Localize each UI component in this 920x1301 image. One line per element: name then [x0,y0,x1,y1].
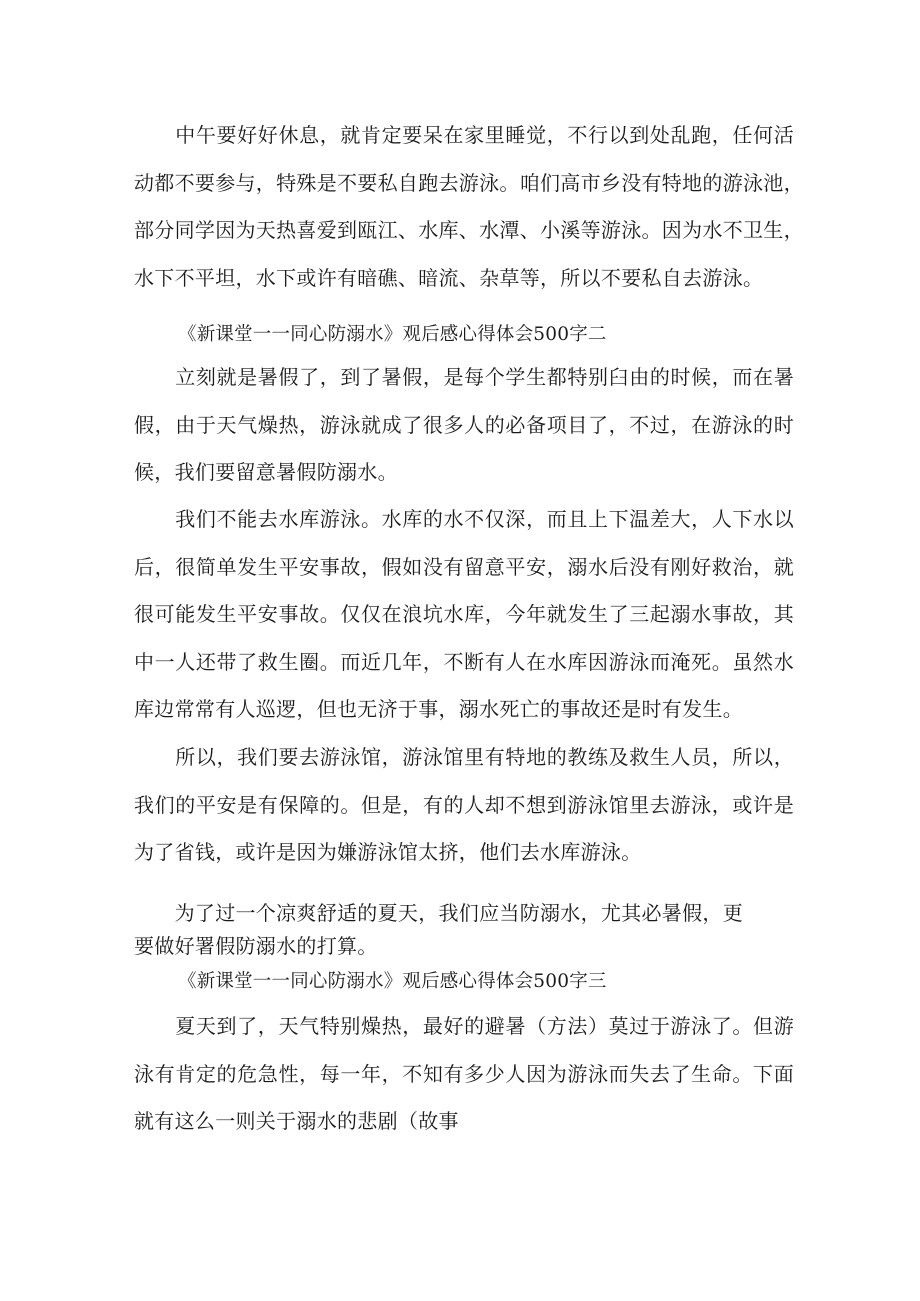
paragraph-line: 候，我们要留意暑假防溺水。 [134,460,398,484]
paragraph-line: 夏天到了，天气特别燥热，最好的避暑（方法）莫过于游泳了。但游 [134,1014,794,1038]
paragraph-line: 很可能发生平安事故。仅仅在浪坑水库，今年就发生了三起溺水事故，其 [134,602,794,626]
paragraph-line: 部分同学因为天热喜爱到瓯江、水库、水潭、小溪等游泳。因为水不卫生， [134,218,804,242]
paragraph-line: 为了过一个凉爽舒适的夏天，我们应当防溺水，尤其必暑假，更 [134,901,743,925]
paragraph-4 [134,734,794,877]
section-heading-2: 《新课堂一一同心防溺水》观后感心得体会500字二 [178,324,607,345]
paragraph-line: 动都不要参与，特殊是不要私自跑去游泳。咱们高市乡没有特地的游泳池， [134,170,804,195]
paragraph-line: 立刻就是暑假了，到了暑假，是每个学生都特别臼由的时候，而在暑 [134,365,794,389]
paragraph-line: 为了省钱，或许是因为嫌游泳馆太挤，他们去水库游泳。 [134,840,642,864]
paragraph-line: 就有这么一则关于溺水的悲剧（故事 [134,1109,459,1133]
paragraph-line: 库边常常有人巡逻，但也无济于事，溺水死亡的事故还是时有发生。 [134,697,743,721]
paragraph-line: 假，由于天气燥热，游泳就成了很多人的必备项目了，不过，在游泳的时 [134,412,794,437]
paragraph-1 [134,112,804,302]
paragraph-line: 要做好署假防溺水的打算。 [134,934,378,958]
paragraph-line: 所以，我们要去游泳馆，游泳馆里有特地的教练及救生人员，所以， [134,745,794,769]
paragraph-line: 泳有肯定的危急性，每一年，不知有多少人因为游泳而失去了生命。下面 [134,1061,794,1086]
paragraph-2 [134,354,794,497]
paragraph-line: 中午要好好休息，就肯定要呆在家里睡觉，不行以到处乱跑，任何活 [134,123,794,147]
paragraph-6 [134,1003,794,1146]
paragraph-line: 水下不平坦，水下或许有暗礁、暗流、杂草等，所以不要私自去游泳。 [134,265,764,290]
paragraph-5 [134,897,754,963]
section-heading-3: 《新课堂一一同心防溺水》观后感心得体会500字三 [178,971,607,992]
paragraph-line: 中一人还带了救生圈。而近几年，不断有人在水库因游泳而淹死。虽然水 [134,649,794,674]
paragraph-line: 我们不能去水库游泳。水库的水不仅深，而且上下温差大，人下水以 [134,507,794,531]
paragraph-line: 我们的平安是有保障的。但是，有的人却不想到游泳馆里去游泳，或许是 [134,792,794,817]
paragraph-3 [134,496,794,734]
paragraph-line: 后，很简单发生平安事故，假如没有留意平安，溺水后没有刚好救治，就 [134,554,794,579]
